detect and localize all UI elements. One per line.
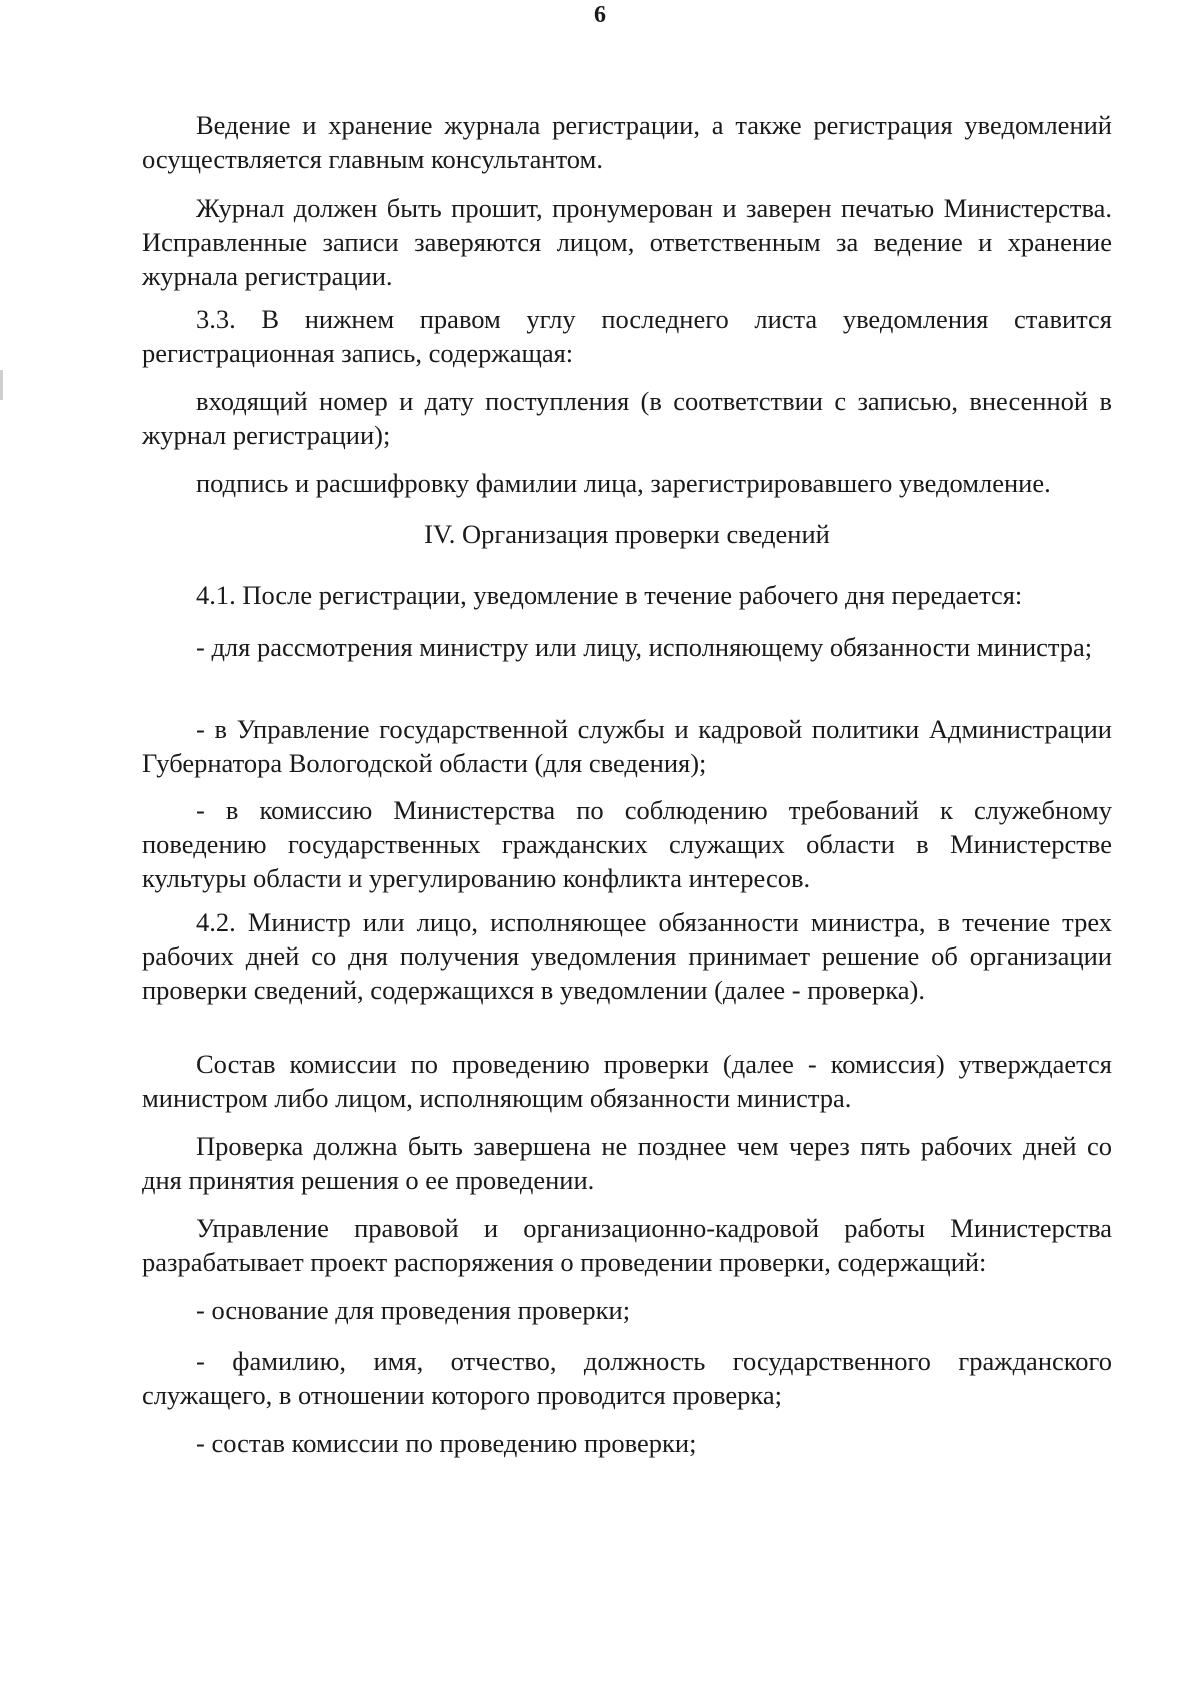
paragraph-4-1: 4.1. После регистрации, уведомление в течение рабочего дня передается: (196, 580, 1023, 610)
paragraph-4-2: 4.2. Министр или лицо, исполняющее обязанности министра, в течение трех рабочих дней со дня получения уведомления принимает решение об организации проверки сведений, содержащихся в уведомлении (далее - проверка). (142, 907, 1112, 1005)
list-item-minister: - для рассмотрения министру или лицу, исполняющему обязанности министра; (196, 632, 1093, 662)
list-item-basis: - основание для проведения проверки; (196, 1295, 631, 1325)
paragraph-journal-sealing: Журнал должен быть прошит, пронумерован и заверен печатью Министерства. Исправленные записи заверяются лицом, ответственным за ведение и хранение журнала регистрации. (142, 193, 1112, 291)
section-heading-iv: IV. Организация проверки сведений (424, 519, 830, 549)
paragraph-signature: подпись и расшифровку фамилии лица, зарегистрировавшего уведомление. (196, 468, 1051, 498)
list-item-civil-service-department: - в Управление государственной службы и кадровой политики Администрации Губернатора Вологодской области (для сведения); (142, 714, 1112, 778)
paragraph-check-deadline: Проверка должна быть завершена не позднее чем через пять рабочих дней со дня принятия решения о ее проведении. (142, 1131, 1112, 1195)
scan-margin-mark (0, 370, 3, 400)
list-item-commission: - в комиссию Министерства по соблюдению требований к служебному поведению государственных гражданских служащих области в Министерстве культуры области и урегулированию конфликта интересов. (142, 795, 1112, 893)
paragraph-incoming-number: входящий номер и дату поступления (в соответствии с записью, внесенной в журнал регистрации); (142, 386, 1112, 450)
list-item-commission-composition: - состав комиссии по проведению проверки; (196, 1428, 697, 1458)
page-number: 6 (594, 2, 606, 28)
paragraph-legal-department: Управление правовой и организационно-кадровой работы Министерства разрабатывает проект распоряжения о проведении проверки, содержащий: (142, 1213, 1112, 1277)
list-item-employee-name: - фамилию, имя, отчество, должность государственного гражданского служащего, в отношении которого проводится проверка; (142, 1346, 1112, 1410)
paragraph-journal-keeping: Ведение и хранение журнала регистрации, а также регистрация уведомлений осуществляется главным консультантом. (142, 110, 1112, 174)
paragraph-3-3: 3.3. В нижнем правом углу последнего листа уведомления ставится регистрационная запись, содержащая: (142, 304, 1112, 368)
paragraph-commission-composition: Состав комиссии по проведению проверки (далее - комиссия) утверждается министром либо лицом, исполняющим обязанности министра. (142, 1049, 1112, 1113)
